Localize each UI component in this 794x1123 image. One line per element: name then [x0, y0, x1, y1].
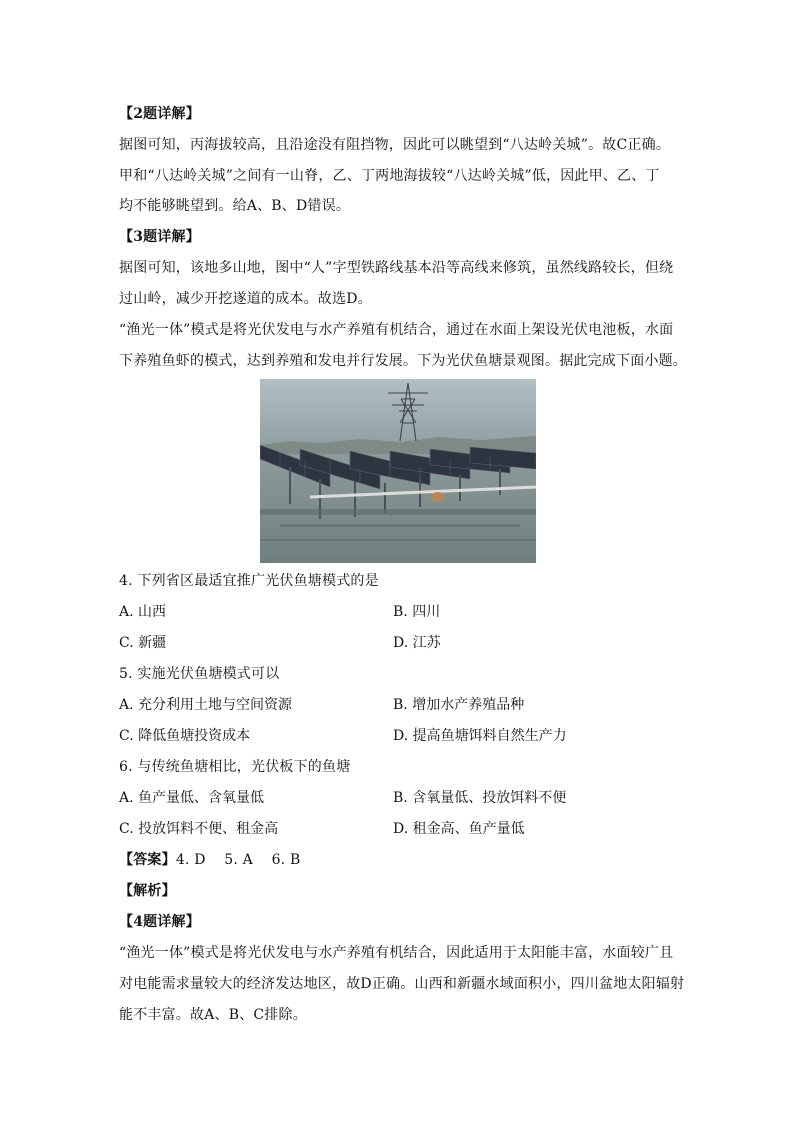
q4-detail-line: “渔光一体”模式是将光伏发电与水产养殖有机结合，因此适用于太阳能丰富，水面较广且 — [119, 945, 674, 961]
answer-label: 【答案】 — [119, 852, 176, 868]
question-stem: 6. 与传统鱼塘相比，光伏板下的鱼塘 — [119, 759, 351, 775]
option-b: B. 增加水产养殖品种 — [393, 697, 525, 713]
question-stem: 5. 实施光伏鱼塘模式可以 — [119, 666, 280, 682]
intro-line: 下养殖鱼虾的模式，达到养殖和发电并行发展。下为光伏鱼塘景观图。据此完成下面小题。 — [119, 353, 687, 369]
q2-detail-heading: 【2题详解】 — [119, 106, 200, 122]
option-a: A. 山西 — [119, 604, 167, 620]
option-a: A. 充分利用土地与空间资源 — [119, 697, 293, 713]
q2-detail-line: 据图可知，丙海拔较高，且沿途没有阻挡物，因此可以眺望到“八达岭关城”。故C正确。 — [119, 137, 671, 153]
question-stem: 4. 下列省区最适宜推广光伏鱼塘模式的是 — [119, 573, 379, 589]
option-b: B. 含氧量低、投放饵料不便 — [393, 790, 567, 806]
q3-detail-heading: 【3题详解】 — [119, 229, 200, 245]
answer-line — [119, 850, 300, 870]
option-d: D. 江苏 — [393, 635, 441, 651]
q3-detail-line: 据图可知，该地多山地，图中“人”字型铁路线基本沿等高线来修筑，虽然线路较长，但绕 — [119, 260, 674, 276]
q4-detail-heading: 【4题详解】 — [119, 914, 200, 930]
q4-detail-line: 能不丰富。故A、B、C排除。 — [119, 1007, 307, 1023]
option-c: C. 投放饵料不便、租金高 — [119, 821, 279, 837]
option-d: D. 租金高、鱼产量低 — [393, 821, 525, 837]
option-b: B. 四川 — [393, 604, 441, 620]
answer-text: 4. D 5. A 6. B — [175, 852, 301, 868]
option-d: D. 提高鱼塘饵料自然生产力 — [393, 728, 567, 744]
option-c: C. 新疆 — [119, 635, 167, 651]
solar-fish-pond-photo — [260, 379, 536, 563]
q2-detail-line: 均不能够眺望到。给A、B、D错误。 — [119, 198, 351, 214]
analysis-label: 【解析】 — [119, 883, 176, 899]
q3-detail-line: 过山岭，减少开挖遂道的成本。故选D。 — [119, 291, 372, 307]
intro-line: “渔光一体”模式是将光伏发电与水产养殖有机结合，通过在水面上架设光伏电池板，水面 — [119, 322, 674, 338]
option-a: A. 鱼产量低、含氧量低 — [119, 790, 265, 806]
q4-detail-line: 对电能需求量较大的经济发达地区，故D正确。山西和新疆水域面积小，四川盆地太阳辐射 — [119, 976, 685, 992]
q2-detail-line: 甲和“八达岭关城”之间有一山脊，乙、丁两地海拔较“八达岭关城”低，因此甲、乙、丁 — [119, 168, 660, 184]
option-c: C. 降低鱼塘投资成本 — [119, 728, 251, 744]
